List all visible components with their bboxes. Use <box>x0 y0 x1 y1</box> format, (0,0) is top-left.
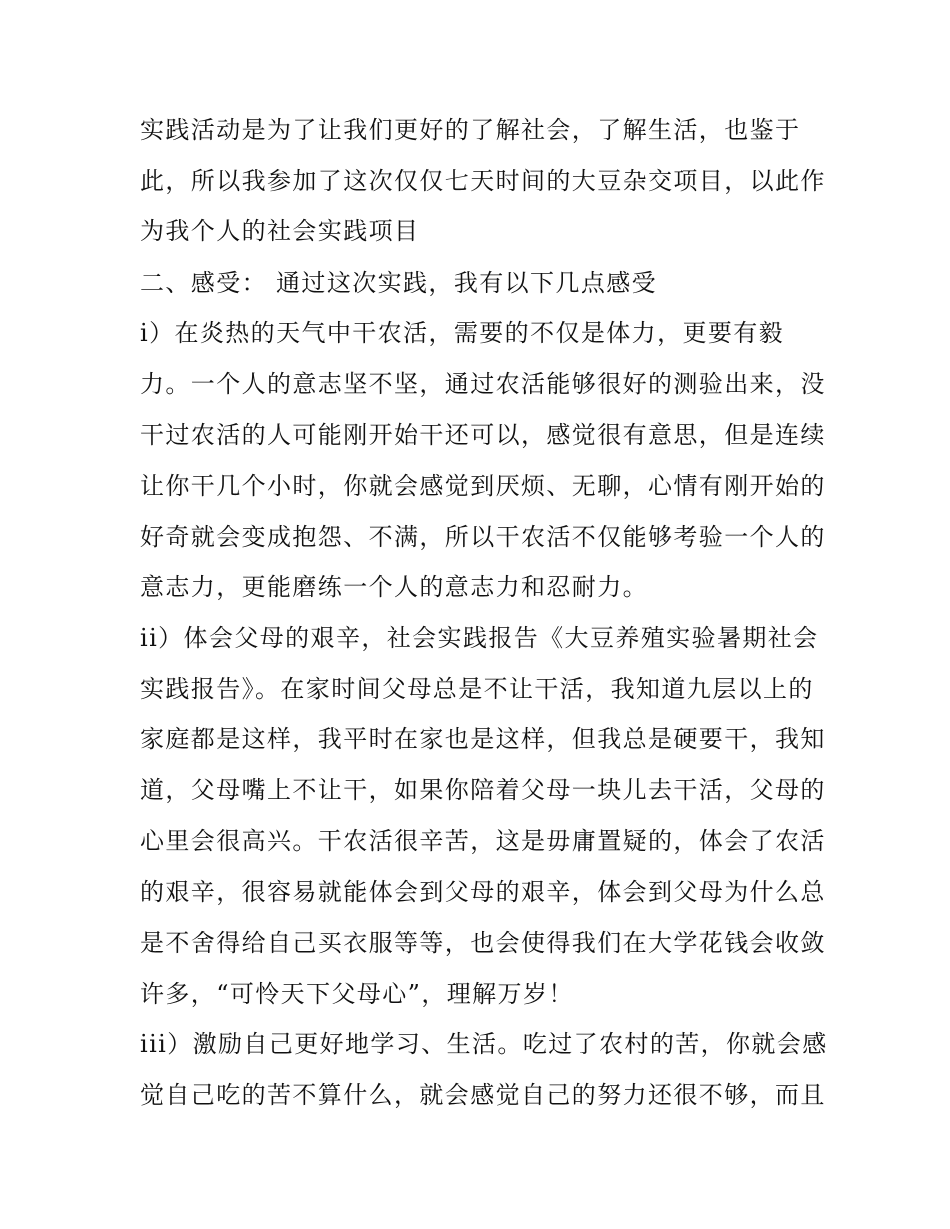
text-line-19: iii）激励自己更好地学习、生活。吃过了农村的苦，你就会感 <box>140 1030 828 1058</box>
text-line-12: 实践报告》。在家时间父母总是不让干活，我知道九层以上的 <box>140 675 814 703</box>
text-line-8: 让你干几个小时，你就会感觉到厌烦、无聊，心情有刚开始的 <box>140 472 826 500</box>
text-line-5: i）在炎热的天气中干农活，需要的不仅是体力，更要有毅 <box>140 319 785 347</box>
text-line-9: 好奇就会变成抱怨、不满，所以干农活不仅能够考验一个人的 <box>140 523 826 551</box>
text-line-1: 实践活动是为了让我们更好的了解社会，了解生活，也鉴于 <box>140 116 801 144</box>
text-line-20: 觉自己吃的苦不算什么，就会感觉自己的努力还很不够，而且 <box>140 1081 826 1109</box>
text-line-15: 心里会很高兴。干农活很辛苦，这是毋庸置疑的，体会了农活 <box>140 827 826 855</box>
text-line-17: 是不舍得给自己买衣服等等，也会使得我们在大学花钱会收敛 <box>140 929 826 957</box>
text-line-11: ii）体会父母的艰辛，社会实践报告《大豆养殖实验暑期社会 <box>140 624 819 652</box>
text-line-2: 此，所以我参加了这次仅仅七天时间的大豆杂交项目，以此作 <box>140 167 826 195</box>
text-line-18: 许多，“可怜天下父母心”，理解万岁！ <box>140 980 574 1008</box>
text-line-3: 为我个人的社会实践项目 <box>140 217 420 245</box>
text-line-7: 干过农活的人可能刚开始干还可以，感觉很有意思，但是连续 <box>140 421 826 449</box>
section-heading-feelings: 二、感受： 通过这次实践，我有以下几点感受 <box>140 269 658 297</box>
text-line-10: 意志力，更能磨练一个人的意志力和忍耐力。 <box>140 573 648 601</box>
text-line-13: 家庭都是这样，我平时在家也是这样，但我总是硬要干，我知 <box>140 725 826 753</box>
text-line-6: 力。一个人的意志坚不坚，通过农活能够很好的测验出来，没 <box>140 370 826 398</box>
text-line-14: 道，父母嘴上不让干，如果你陪着父母一块儿去干活，父母的 <box>140 776 826 804</box>
text-line-16: 的艰辛，很容易就能体会到父母的艰辛，体会到父母为什么总 <box>140 878 826 906</box>
